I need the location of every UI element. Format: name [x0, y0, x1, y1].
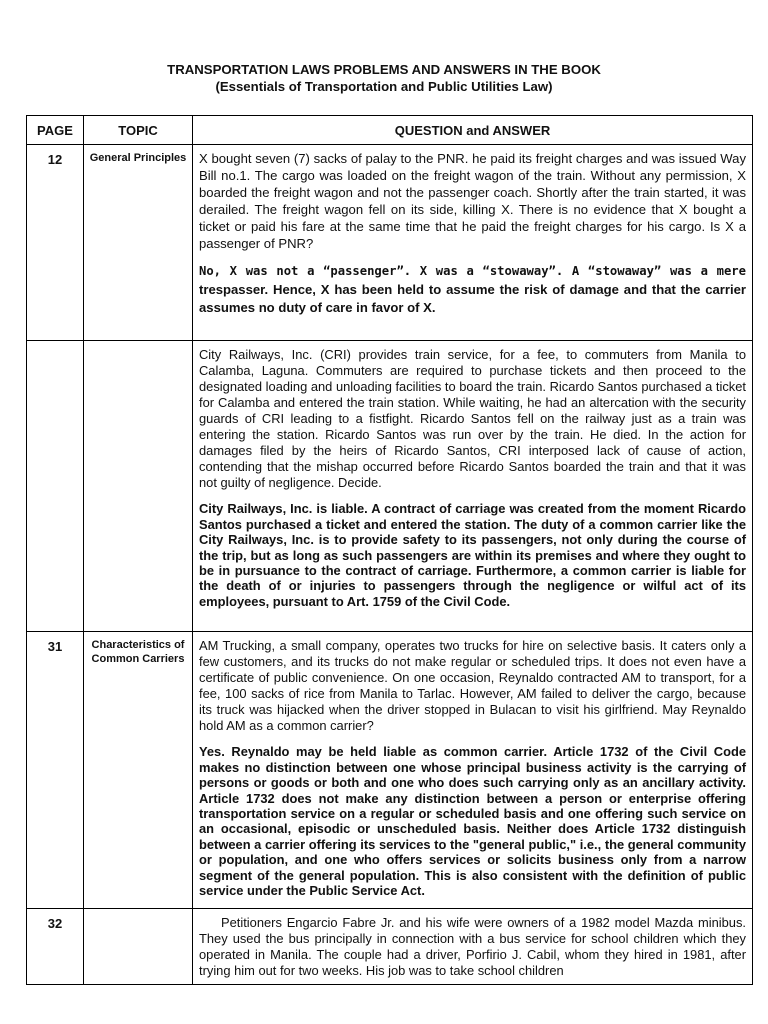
- header-qa: QUESTION and ANSWER: [193, 116, 753, 145]
- page-number: 32: [27, 909, 84, 985]
- header-topic: TOPIC: [84, 116, 193, 145]
- question-text: AM Trucking, a small company, operates two trucks for hire on selective basis. It caters only a few customers, and its trucks do not make regular or scheduled trips. It does not even have a certificate of public convenience. On one occasion, Reynaldo contracted AM to transport, for a fee, 100 sacks of rice from Manila to Tarlac. However, AM failed to deliver the cargo, because its truck was hijacked when the driver stopped in Bulacan to visit his girlfriend. May Reynaldo hold AM as a common carrier?: [199, 638, 746, 734]
- page-number: 12: [27, 145, 84, 341]
- answer-text: City Railways, Inc. is liable. A contract of carriage was created from the moment Ricardo Santos purchased a ticket and entered the station. The duty of a common carrier like the City Railways, Inc. is to provide safety to its passengers, not only during the course of the trip, but as long as such passengers are within its premises and where they ought to be in pursuance to the contract of carriage. Furthermore, a common carrier is liable for the death of or injuries to passengers through the negligence or wilful act of its employees, pursuant to Art. 1759 of the Civil Code.: [199, 501, 746, 609]
- answer-text-part2: trespasser. Hence, X has been held to assume the risk of damage and that the carrier assumes no duty of care in favor of X.: [199, 281, 746, 316]
- document-subtitle: (Essentials of Transportation and Public Utilities Law): [215, 79, 553, 94]
- topic-label: [84, 341, 193, 632]
- qa-table: [26, 115, 753, 985]
- answer-text-part1: No, X was not a “passenger”. X was a “stowaway”. A “stowaway” was a mere: [199, 264, 746, 279]
- table-header-row: [27, 116, 753, 145]
- header-page: PAGE: [27, 116, 84, 145]
- qa-cell: [193, 145, 753, 341]
- answer-text: [199, 262, 746, 317]
- qa-cell: [193, 909, 753, 985]
- question-text: City Railways, Inc. (CRI) provides train service, for a fee, to commuters from Manila to Calamba, Laguna. Commuters are required to purchase tickets and then proceed to the designated loading and unloading facilities to board the train. Ricardo Santos purchased a ticket for Calamba and entered the train station. While waiting, he had an altercation with the security guards of CRI leading to a fistfight. Ricardo Santos fell on the railway just as a train was entering the station. Ricardo Santos was run over by the train. He died. In the action for damages filed by the heirs of Ricardo Santos, CRI interposed lack of cause of action, contending that the mishap occurred before Ricardo Santos boarded the train and that it was not guilty of negligence. Decide.: [199, 347, 746, 491]
- topic-label: [84, 909, 193, 985]
- table-row: [27, 145, 753, 341]
- document-title: TRANSPORTATION LAWS PROBLEMS AND ANSWERS IN THE BOOK: [167, 62, 601, 77]
- question-text: X bought seven (7) sacks of palay to the PNR. he paid its freight charges and was issued Way Bill no.1. The cargo was loaded on the freight wagon of the train. Without any permission, X boarded the freight wagon and not the passenger coach. Shortly after the train started, it was derailed. The freight wagon fell on its side, killing X. There is no evidence that X bought a ticket or paid his fare at the same time that he paid the freight charges for his cargo. Is X a passenger of PNR?: [199, 151, 746, 251]
- page-number: 31: [27, 632, 84, 909]
- topic-label: General Principles: [84, 145, 193, 341]
- question-text: Petitioners Engarcio Fabre Jr. and his wife were owners of a 1982 model Mazda minibus. They used the bus principally in connection with a bus service for school children which they operated in Manila. The couple had a driver, Porfirio J. Cabil, whom they hired in 1981, after trying him out for two weeks. His job was to take school children: [199, 915, 746, 979]
- table-row: [27, 632, 753, 909]
- answer-text: Yes. Reynaldo may be held liable as common carrier. Article 1732 of the Civil Code makes no distinction between one whose principal business activity is the carrying of persons or goods or both and one who does such carrying only as an ancillary activity. Article 1732 does not make any distinction between a person or enterprise offering transportation service on a regular or scheduled basis and one offering such service on an occasional, episodic or unscheduled basis. Neither does Article 1732 distinguish between a carrier offering its services to the "general public," i.e., the general community or population, and one who offers services or solicits business only from a narrow segment of the general population. This is also consistent with the definition of public service under the Public Service Act.: [199, 744, 746, 898]
- qa-cell: [193, 341, 753, 632]
- table-row: [27, 341, 753, 632]
- table-row: [27, 909, 753, 985]
- qa-cell: [193, 632, 753, 909]
- page-number: [27, 341, 84, 632]
- topic-label: Characteristics of Common Carriers: [84, 632, 193, 909]
